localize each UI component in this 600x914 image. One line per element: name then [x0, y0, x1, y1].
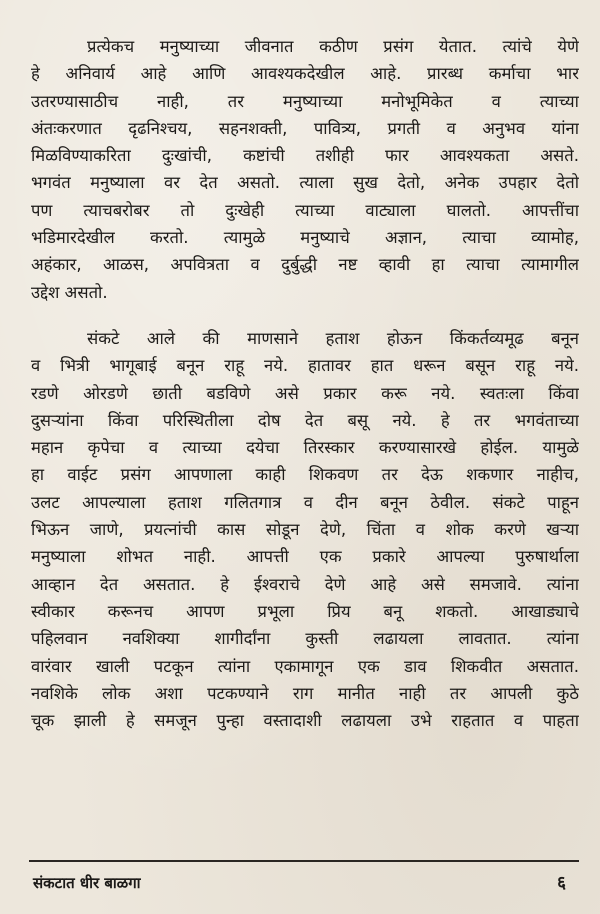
text-line: हे अनिवार्य आहे आणि आवश्यकदेखील आहे. प्रारब्ध कर्माचा भार — [31, 64, 579, 84]
paragraph-1 — [31, 33, 579, 306]
text-line: रडणे ओरडणे छाती बडविणे असे प्रकार करू नये. स्वतःला किंवा — [31, 383, 579, 403]
text-line: मनुष्याला शोभत नाही. आपत्ती एक प्रकारे आपल्या पुरुषार्थाला — [31, 547, 579, 567]
text-line: उलट आपल्याला हताश गलितगात्र व दीन बनून ठेवील. संकटे पाहून — [31, 492, 579, 512]
text-line: भडिमारदेखील करतो. त्यामुळे मनुष्याचे अज्ञान, त्याचा व्यामोह, — [31, 228, 579, 248]
text-line: भगवंत मनुष्याला वर देत असतो. त्याला सुख देतो, अनेक उपहार देतो — [31, 173, 579, 193]
text-line: वारंवार खाली पटकून त्यांना एकामागून एक डाव शिकवीत असतात. — [31, 656, 579, 676]
text-line: चूक झाली हे समजून पुन्हा वस्तादाशी लढायला उभे राहतात व पाहता — [31, 711, 579, 731]
text-line: स्वीकार करूनच आपण प्रभूला प्रिय बनू शकतो. आखाड्याचे — [31, 601, 579, 621]
text-line: मिळविण्याकरिता दुःखांची, कष्टांची तशीही फार आवश्यकता असते. — [31, 146, 579, 166]
text-line: उद्देश असतो. — [31, 282, 108, 302]
page-number: ६ — [557, 873, 566, 893]
text-line: अहंकार, आळस, अपवित्रता व दुर्बुद्धी नष्ट व्हावी हा त्याचा त्यामागील — [31, 255, 579, 275]
footer-divider — [29, 860, 579, 862]
text-line: दुसऱ्यांना किंवा परिस्थितीला दोष देत बसू नये. हे तर भगवंताच्या — [31, 410, 579, 430]
running-footer-title: संकटात धीर बाळगा — [33, 874, 141, 892]
text-line: व भित्री भागूबाई बनून राहू नये. हातावर हात धरून बसून राहू नये. — [31, 356, 579, 376]
text-line: भिऊन जाणे, प्रयत्नांची कास सोडून देणे, चिंता व शोक करणे खऱ्या — [31, 520, 579, 540]
text-line: पहिलवान नवशिक्या शागीर्दांना कुस्ती लढायला लावतात. त्यांना — [31, 629, 579, 649]
paragraph-2 — [31, 325, 579, 734]
text-line: नवशिके लोक अशा पटकण्याने राग मानीत नाही तर आपली कुठे — [31, 683, 579, 703]
text-line: पण त्याचबरोबर तो दुःखेही त्याच्या वाट्याला घालतो. आपत्तींचा — [31, 200, 579, 220]
text-line: प्रत्येकच मनुष्याच्या जीवनात कठीण प्रसंग येतात. त्यांचे येणे — [87, 37, 579, 56]
text-line: हा वाईट प्रसंग आपणाला काही शिकवण तर देऊ शकणार नाहीच, — [31, 465, 579, 485]
text-line: उतरण्यासाठीच नाही, तर मनुष्याच्या मनोभूमिकेत व त्याच्या — [31, 91, 579, 111]
text-line: संकटे आले की माणसाने हताश होऊन किंकर्तव्यमूढ बनून — [87, 328, 579, 348]
body-text — [31, 33, 579, 734]
text-line: आव्हान देत असतात. हे ईश्वराचे देणे आहे असे समजावे. त्यांना — [31, 574, 579, 594]
text-line: महान कृपेचा व त्याच्या दयेचा तिरस्कार करण्यासारखे होईल. यामुळे — [31, 438, 579, 458]
text-line: अंतःकरणात दृढनिश्चय, सहनशक्ती, पावित्र्य, प्रगती व अनुभव यांना — [31, 118, 579, 138]
